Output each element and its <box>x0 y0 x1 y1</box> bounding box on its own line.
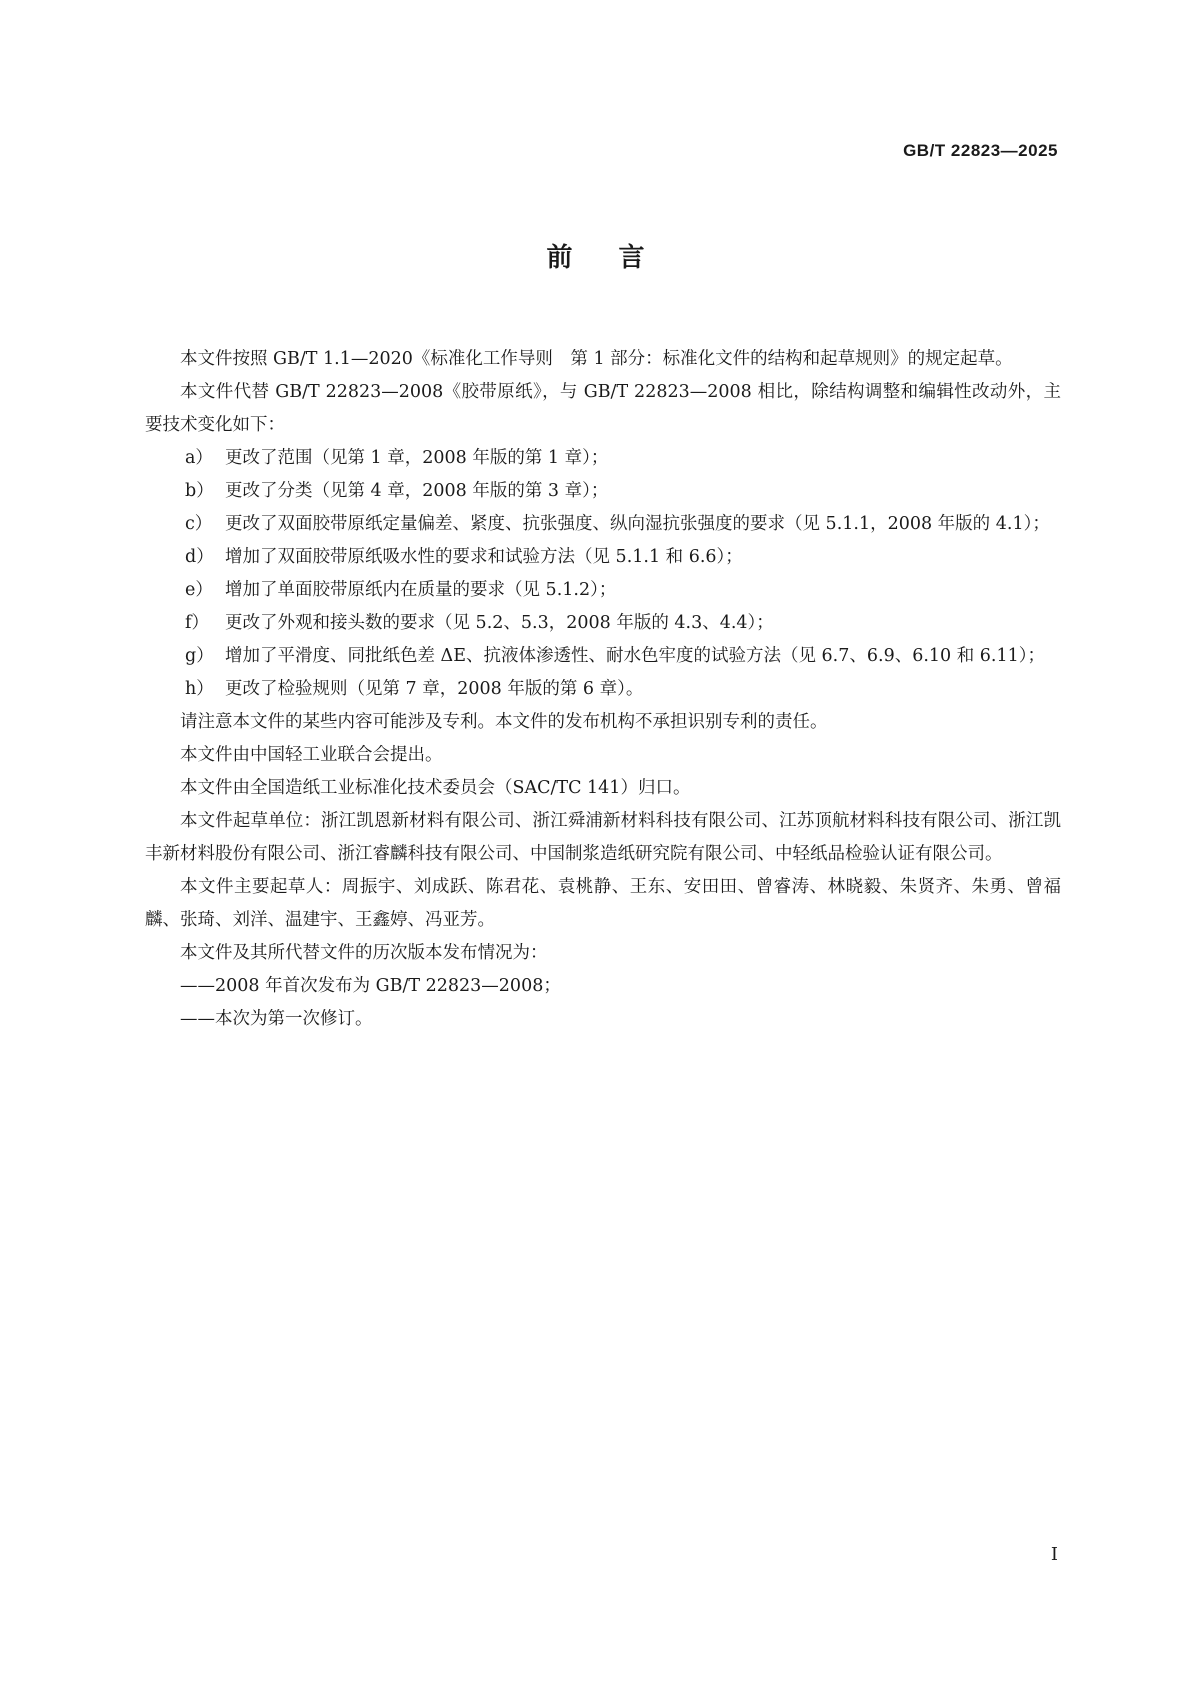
list-item-label: f） <box>185 613 209 633</box>
list-item <box>145 475 1061 508</box>
list-item-text: 增加了双面胶带原纸吸水性的要求和试验方法（见 5.1.1 和 6.6）； <box>225 547 743 567</box>
technical-changes-list <box>145 442 1061 706</box>
paragraph-proposer: 本文件由中国轻工业联合会提出。 <box>180 745 443 765</box>
paragraph-technical-committee: 本文件由全国造纸工业标准化技术委员会（SAC/TC 141）归口。 <box>180 778 691 798</box>
paragraph-drafters: 本文件主要起草人：周振宇、刘成跃、陈君花、袁桃静、王东、安田田、曾睿涛、林晓毅、朱贤齐、朱勇、曾福麟、张琦、刘洋、温建宇、王鑫婷、冯亚芳。 <box>145 877 1061 930</box>
list-item-text: 增加了单面胶带原纸内在质量的要求（见 5.1.2）； <box>225 580 617 600</box>
list-item <box>145 673 1061 706</box>
page-title: 前言 <box>546 243 691 273</box>
list-item-label: g） <box>185 646 214 666</box>
list-item <box>145 541 1061 574</box>
paragraph-patent-notice: 请注意本文件的某些内容可能涉及专利。本文件的发布机构不承担识别专利的责任。 <box>180 712 828 732</box>
document-code: GB/T 22823—2025 <box>903 141 1058 160</box>
list-item-text: 更改了双面胶带原纸定量偏差、紧度、抗张强度、纵向湿抗张强度的要求（见 5.1.1，2008 年版的 4.1）； <box>225 514 1050 534</box>
paragraph-drafting-basis: 本文件按照 GB/T 1.1—2020《标准化工作导则 第 1 部分：标准化文件的结构和起草规则》的规定起草。 <box>180 349 1013 369</box>
foreword-body <box>145 343 1061 1036</box>
list-item-text: 更改了外观和接头数的要求（见 5.2、5.3，2008 年版的 4.3、4.4）； <box>225 613 774 633</box>
list-item-label: b） <box>185 481 214 501</box>
list-item-label: e） <box>185 580 213 600</box>
list-item <box>145 442 1061 475</box>
list-item <box>145 508 1061 541</box>
list-item-text: 更改了范围（见第 1 章，2008 年版的第 1 章）； <box>225 448 609 468</box>
list-item <box>145 607 1061 640</box>
list-item-text: 增加了平滑度、同批纸色差 ΔE、抗液体渗透性、耐水色牢度的试验方法（见 6.7、6.9、6.10 和 6.11）； <box>225 646 1046 666</box>
list-item-text: 更改了分类（见第 4 章，2008 年版的第 3 章）； <box>225 481 609 501</box>
page-number: I <box>1050 1544 1058 1565</box>
list-item-text: 更改了检验规则（见第 7 章，2008 年版的第 6 章）。 <box>225 679 644 699</box>
list-item <box>145 640 1061 673</box>
list-item-label: a） <box>185 448 213 468</box>
list-item-label: d） <box>185 547 214 567</box>
list-item-label: c） <box>185 514 213 534</box>
paragraph-version-history: 本文件及其所代替文件的历次版本发布情况为： <box>180 943 548 963</box>
version-history-item: ——本次为第一次修订。 <box>180 1009 373 1029</box>
paragraph-drafting-units: 本文件起草单位：浙江凯恩新材料有限公司、浙江舜浦新材料科技有限公司、江苏顶航材料科技有限公司、浙江凯丰新材料股份有限公司、浙江睿麟科技有限公司、中国制浆造纸研究院有限公司、中轻纸品检验认证有限公司。 <box>145 811 1061 864</box>
list-item <box>145 574 1061 607</box>
paragraph-replacement-note: 本文件代替 GB/T 22823—2008《胶带原纸》，与 GB/T 22823—2008 相比，除结构调整和编辑性改动外，主要技术变化如下： <box>145 382 1061 435</box>
list-item-label: h） <box>185 679 214 699</box>
version-history-item: ——2008 年首次发布为 GB/T 22823—2008； <box>180 976 561 996</box>
